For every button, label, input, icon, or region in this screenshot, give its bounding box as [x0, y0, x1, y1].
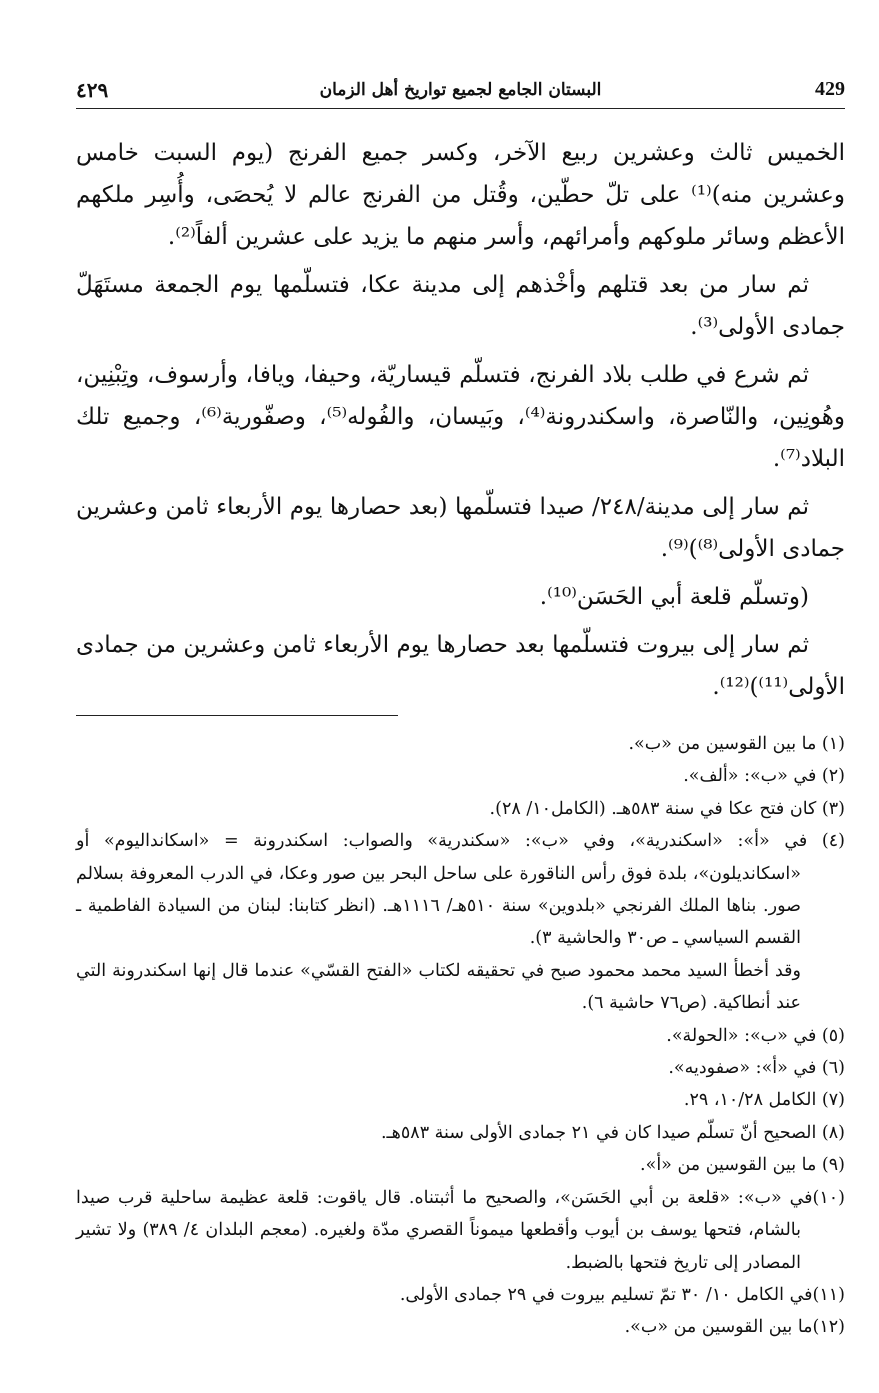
paragraph: ثم سار إلى مدينة/٢٤٨/ صيدا فتسلّمها (بعد حصارها يوم الأربعاء ثامن وعشرين جمادى الأولى⁽⁸⁾)⁽⁹⁾. [76, 494, 845, 562]
page-header [76, 78, 845, 109]
footnote: (٨) الصحيح أنّ تسلّم صيدا كان في ٢١ جمادى الأولى سنة ٥٨٣هـ. [380, 1122, 845, 1143]
main-text [76, 132, 845, 714]
footnote: (٣) كان فتح عكا في سنة ٥٨٣هـ. (الكامل١٠/ ٢٨). [489, 798, 845, 819]
footnote: (١١)في الكامل ١٠/ ٣٠ تمّ تسليم بيروت في ٢٩ جمادى الأولى. [399, 1284, 845, 1305]
footnote: (١٠)في «ب»: «قلعة بن أبي الحَسَن»، والصحيح ما أثبتناه. قال ياقوت: قلعة عظيمة ساحلية قرب صيدا بالشام، فتحها يوسف بن أيوب وأقطعها ميموناً القصري مدّة ولغيره. (معجم البلدان ٤/ ٣٨٩) ولا تشير المصادر إلى تاريخ فتحها بالضبط. [76, 1187, 845, 1273]
footnote: (١) ما بين القوسين من «ب». [628, 734, 845, 754]
footnote: (٥) في «ب»: «الحولة». [666, 1025, 845, 1046]
paragraph: ثم شرع في طلب بلاد الفرنج، فتسلّم قيساريّة، وحيفا، ويافا، وأرسوف، وتِبْنِين، وهُونِين، والنّاصرة، واسكندرونة⁽⁴⁾، وبَيسان، والفُوله⁽⁵⁾، وصفّورية⁽⁶⁾، وجميع تلك البلاد⁽⁷⁾. [76, 362, 845, 472]
paragraph: ثم سار إلى بيروت فتسلّمها بعد حصارها يوم الأربعاء ثامن وعشرين من جمادى الأولى⁽¹¹⁾)⁽¹²⁾. [76, 632, 845, 700]
footnotes [76, 728, 845, 1344]
footnote: (١٢)ما بين القوسين من «ب». [624, 1317, 845, 1338]
footnote: (٩) ما بين القوسين من «أ». [640, 1155, 845, 1176]
footnote: (٧) الكامل ١٠/٢٨، ٢٩. [683, 1090, 845, 1111]
running-title: البستان الجامع لجميع تواريخ أهل الزمان [319, 80, 602, 100]
footnote-separator [76, 715, 398, 716]
paragraph: (وتسلّم قلعة أبي الحَسَن⁽¹⁰⁾. [539, 584, 809, 610]
page-number-arabic: ٤٢٩ [76, 78, 109, 102]
page-number-latin: 429 [815, 78, 845, 100]
footnote: (٦) في «أ»: «صفوديه». [668, 1058, 845, 1079]
footnote: (٢) في «ب»: «ألف». [683, 766, 845, 787]
footnote-continuation: وقد أخطأ السيد محمد محمود صبح في تحقيقه لكتاب «الفتح القسّي» عندما قال إنها اسكندرونة التي عند أنطاكية. (ص٧٦ حاشية ٦). [76, 960, 801, 1014]
footnote: (٤) في «أ»: «اسكندرية»، وفي «ب»: «سكندرية» والصواب: اسكندرونة = «اسكانداليوم» أو «اسكانديلون»، بلدة فوق رأس الناقورة على ساحل البحر بين صور وعكا، في الدرب المعروفة بسلالم صور. بناها الملك الفرنجي «بلدوين» سنة ٥١٠هـ/ ١١١٦هـ. (انظر كتابنا: لبنان من السيادة الفاطمية ـ القسم السياسي ـ ص٣٠ والحاشية ٣). [76, 831, 845, 949]
paragraph: ثم سار من بعد قتلهم وأخْذهم إلى مدينة عكا، فتسلّمها يوم الجمعة مستَهَلّ جمادى الأولى⁽³⁾. [76, 272, 845, 340]
paragraph: الخميس ثالث وعشرين ربيع الآخر، وكسر جميع الفرنج (يوم السبت خامس وعشرين منه)⁽¹⁾ على تلّ حطّين، وقُتل من الفرنج عالم لا يُحصَى، وأُسِر ملكهم الأعظم وسائر ملوكهم وأمرائهم، وأسر منهم ما يزيد على عشرين ألفاً⁽²⁾. [76, 140, 845, 250]
